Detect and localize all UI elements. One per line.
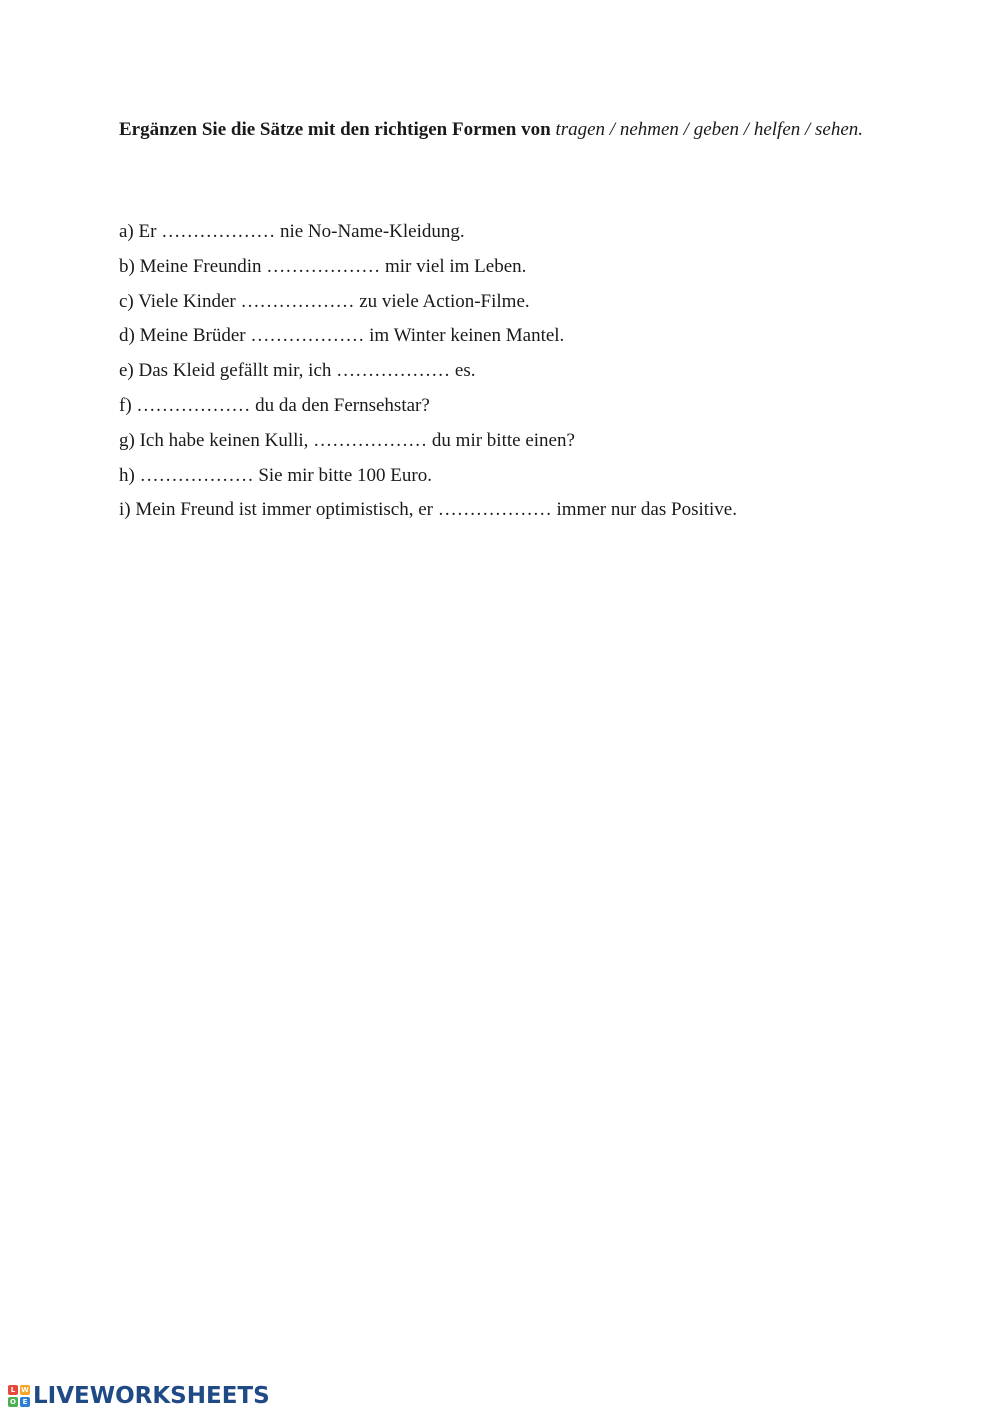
exercise-label: h)	[119, 464, 135, 486]
answer-gap[interactable]: ………………	[336, 360, 451, 382]
exercise-text-before: Ich habe keinen Kulli,	[139, 429, 309, 451]
exercise-text-after: du mir bitte einen?	[431, 429, 575, 451]
exercise-label: b)	[119, 255, 135, 277]
exercise-label: d)	[119, 325, 135, 347]
exercise-list	[119, 215, 899, 528]
answer-gap[interactable]: ………………	[240, 290, 355, 312]
answer-gap[interactable]: ………………	[250, 325, 365, 347]
answer-gap[interactable]: ………………	[161, 221, 276, 242]
exercise-label: a)	[119, 221, 134, 242]
answer-gap[interactable]: ………………	[139, 464, 254, 486]
exercise-item	[119, 250, 899, 285]
exercise-label: e)	[119, 360, 134, 382]
logo-mark-icon	[8, 1385, 30, 1407]
exercise-label: g)	[119, 429, 135, 451]
exercise-text-after: du da den Fernsehstar?	[255, 394, 430, 416]
logo-tile: O	[8, 1397, 18, 1407]
exercise-text-after: immer nur das Positive.	[556, 499, 737, 521]
exercise-text-before: Viele Kinder	[138, 290, 236, 312]
exercise-text-after: es.	[454, 360, 476, 382]
exercise-text-before: Das Kleid gefällt mir, ich	[138, 360, 332, 382]
answer-gap[interactable]: ………………	[266, 255, 381, 277]
exercise-item	[119, 319, 899, 354]
exercise-label: f)	[119, 394, 132, 416]
answer-gap[interactable]: ………………	[136, 394, 251, 416]
exercise-item	[119, 459, 899, 494]
logo-tile: W	[21, 1386, 29, 1394]
logo-tile: E	[20, 1397, 30, 1407]
answer-gap[interactable]: ………………	[437, 499, 552, 521]
exercise-text-after: Sie mir bitte 100 Euro.	[258, 464, 432, 486]
exercise-label: i)	[119, 499, 131, 521]
exercise-text-after: nie No-Name-Kleidung.	[279, 221, 465, 242]
exercise-item	[119, 493, 899, 528]
exercise-text-after: zu viele Action-Filme.	[359, 290, 530, 312]
exercise-item	[119, 389, 899, 424]
exercise-text-after: mir viel im Leben.	[384, 255, 527, 277]
exercise-label: c)	[119, 290, 134, 312]
exercise-item	[119, 424, 899, 459]
instructions-verbs: tragen / nehmen / geben / helfen / sehen.	[555, 119, 864, 140]
exercise-text-before: Meine Freundin	[139, 255, 262, 277]
instructions	[119, 112, 879, 147]
exercise-item	[119, 285, 899, 320]
logo-text: LIVEWORKSHEETS	[33, 1383, 270, 1409]
exercise-item	[119, 215, 899, 250]
liveworksheets-logo[interactable]	[8, 1380, 270, 1412]
exercise-text-before: Mein Freund ist immer optimistisch, er	[135, 499, 433, 521]
exercise-text-after: im Winter keinen Mantel.	[369, 325, 565, 347]
answer-gap[interactable]: ………………	[313, 429, 428, 451]
exercise-item	[119, 354, 899, 389]
instructions-bold: Ergänzen Sie die Sätze mit den richtigen Formen von	[119, 119, 551, 140]
exercise-text-before: Meine Brüder	[139, 325, 246, 347]
exercise-text-before: Er	[138, 221, 157, 242]
logo-tile: L	[8, 1385, 18, 1395]
